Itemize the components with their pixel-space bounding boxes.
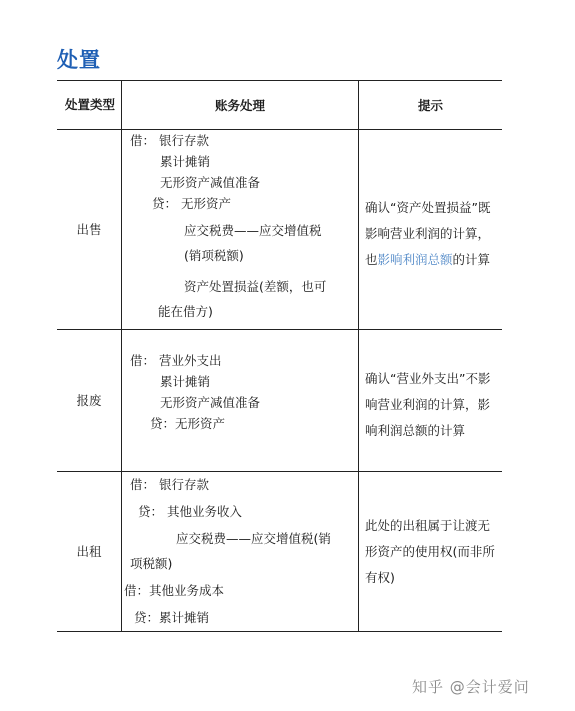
table-row-lease (57, 472, 502, 632)
entry-line: 累计摊销 (160, 154, 211, 169)
entry-line: 借：其他业务成本 (124, 583, 225, 598)
table-row-sale (57, 130, 502, 330)
entry-cell (122, 472, 359, 632)
entry-line: 资产处置损益(差额，也可 (184, 279, 327, 294)
entry-line: 应交税费——应交增值税(销 (176, 531, 331, 546)
header-row (57, 81, 502, 130)
disposal-table (57, 80, 502, 632)
tip-cell (359, 330, 503, 472)
entry-line: 能在借方) (158, 304, 213, 319)
section-title: 处置 (57, 48, 101, 72)
entry-line: 应交税费——应交增值税 (184, 223, 322, 238)
entry-cell (122, 130, 359, 330)
entry-line: 借： 银行存款 (130, 477, 209, 492)
type-cell: 出售 (57, 130, 122, 330)
entry-line: 无形资产减值准备 (160, 175, 261, 190)
table-row-scrap (57, 330, 502, 472)
tip-text: 此处的出租属于让渡无形资产的使用权(而非所有权) (365, 517, 495, 585)
header-type: 处置类型 (57, 81, 122, 130)
type-cell: 出租 (57, 472, 122, 632)
entry-line: 借： 银行存款 (130, 133, 209, 148)
entry-line: 贷： 无形资产 (152, 196, 231, 211)
entry-line: 无形资产减值准备 (160, 395, 261, 410)
entry-line: 项税额) (130, 556, 173, 571)
entry-line: 贷： 其他业务收入 (138, 504, 242, 519)
tip-text: 确认“营业外支出”不影响营业利润的计算，影响利润总额的计算 (365, 370, 491, 438)
entry-line: 累计摊销 (160, 374, 211, 389)
entry-line: 借： 营业外支出 (130, 353, 222, 368)
entry-cell (122, 330, 359, 472)
tip-cell (359, 130, 503, 330)
tip-text: 的计算 (452, 251, 491, 267)
tip-text: 确认“资产处置损益”既影响营业利润的计算，也 (365, 199, 491, 267)
tip-link[interactable]: 影响利润总额 (377, 251, 453, 267)
watermark: 知乎 @会计爱问 (412, 678, 530, 696)
tip-cell (359, 472, 503, 632)
entry-line: 贷：无形资产 (150, 416, 226, 431)
entry-line: (销项税额) (184, 248, 244, 263)
type-cell: 报废 (57, 330, 122, 472)
entry-line: 贷：累计摊销 (134, 610, 210, 625)
header-tip: 提示 (359, 81, 503, 130)
header-entry: 账务处理 (122, 81, 359, 130)
